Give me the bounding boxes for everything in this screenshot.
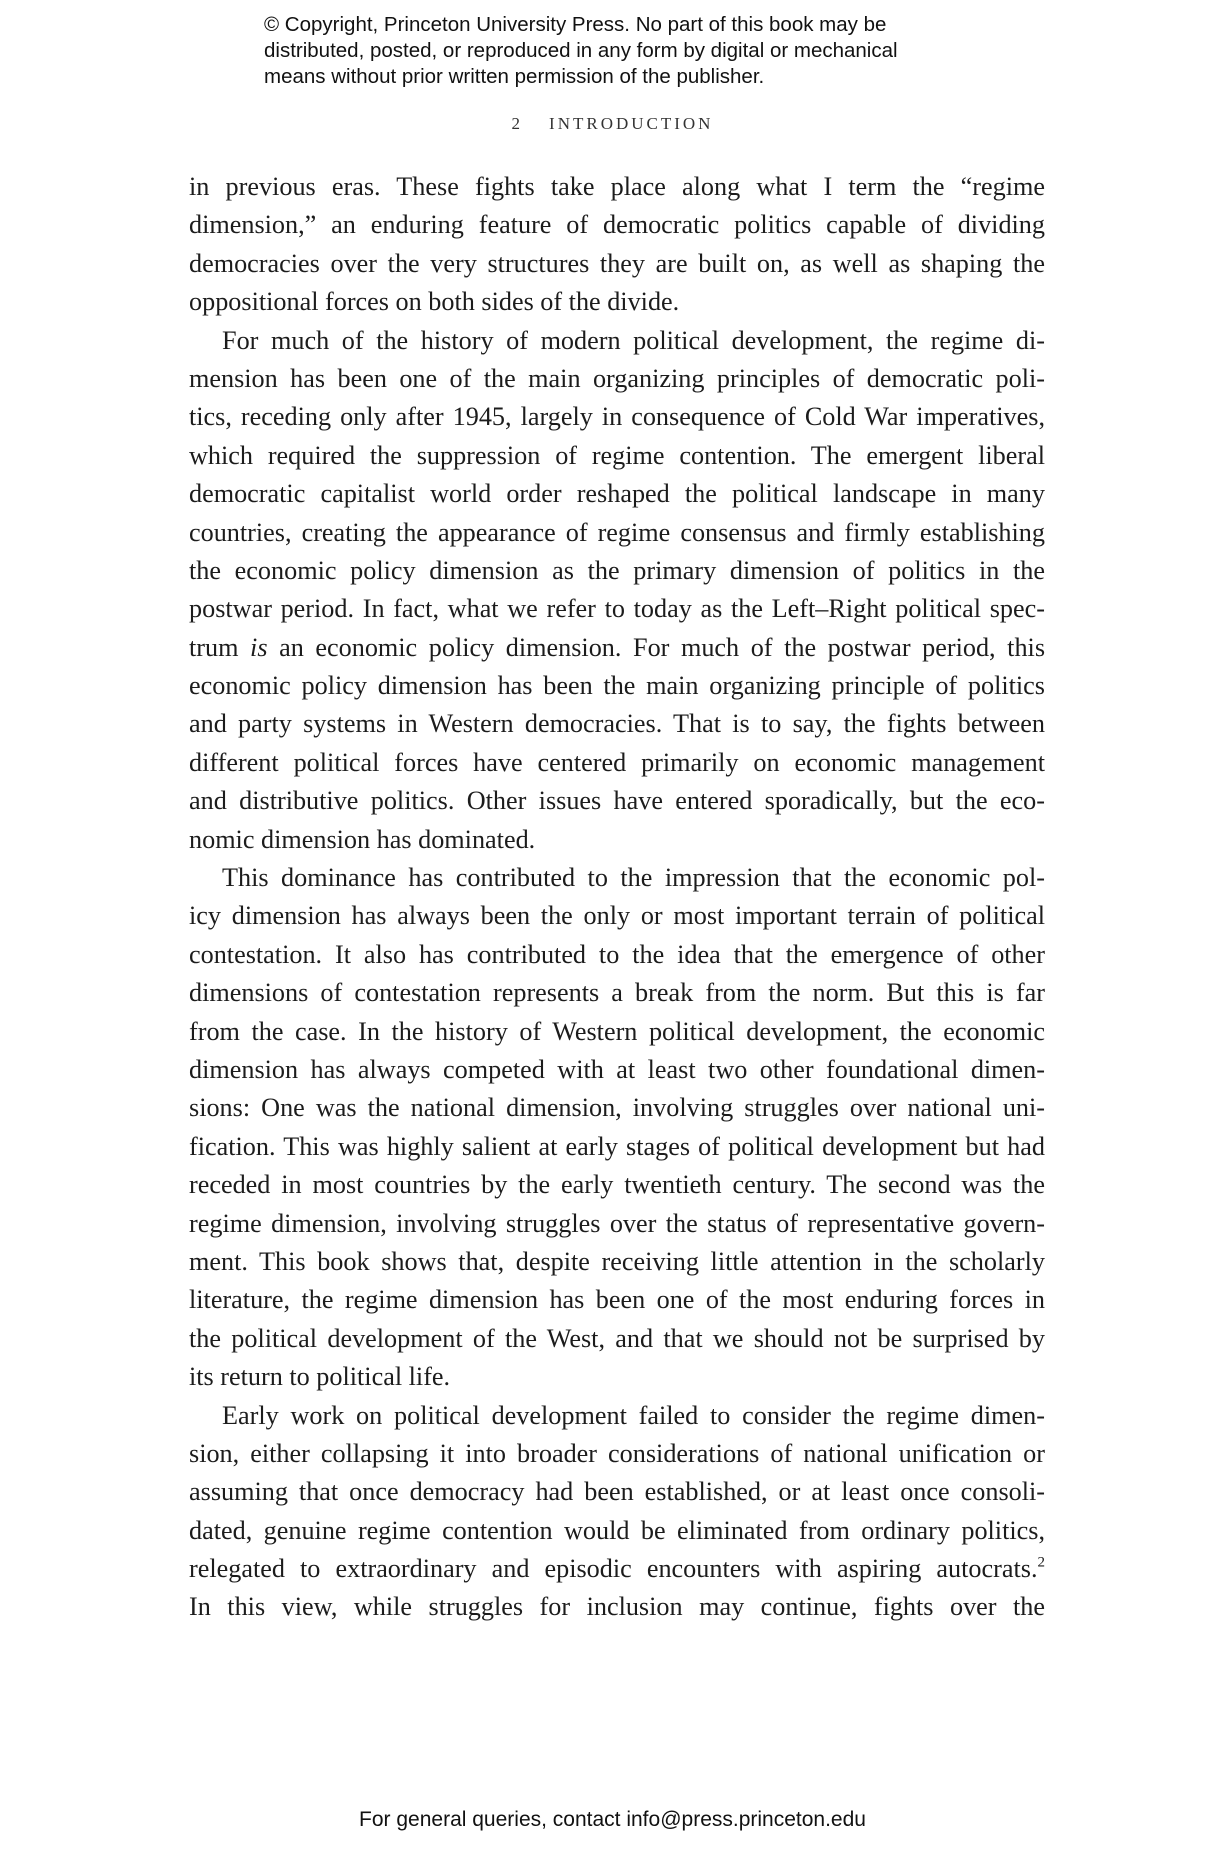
text-line (189, 629, 1045, 667)
italic-word: is (250, 632, 268, 662)
text-line: its return to political life. (189, 1362, 451, 1392)
line-text: relegated to extraordinary and episodic encounters with aspiring autocrats. (189, 1554, 1038, 1584)
copyright-line: © Copyright, Princeton University Press. No part of this book may be (264, 13, 887, 36)
text-line: different political forces have centered primarily on economic management (189, 747, 1045, 777)
text-line: which required the suppression of regime contention. The emergent liberal (189, 440, 1045, 470)
text-line: tics, receding only after 1945, largely in consequence of Cold War imperatives, (189, 402, 1045, 432)
text-line: democratic capitalist world order reshaped the political landscape in many (189, 479, 1045, 509)
text-line: economic policy dimension has been the main organizing principle of politics (189, 671, 1045, 701)
text-line: countries, creating the appearance of regime consensus and firmly establishing (189, 517, 1045, 547)
text-line: literature, the regime dimension has been one of the most enduring forces in (189, 1285, 1045, 1315)
copyright-notice (264, 12, 984, 90)
text-line: Early work on political development failed to consider the regime dimen- (222, 1400, 1045, 1430)
text-line: from the case. In the history of Western political development, the economic (189, 1016, 1045, 1046)
copyright-line: means without prior written permission of the publisher. (264, 65, 765, 88)
text-line: dimensions of contestation represents a break from the norm. But this is far (189, 978, 1045, 1008)
text-line: mension has been one of the main organizing principles of democratic poli- (189, 363, 1045, 393)
text-line (189, 1550, 1045, 1588)
text-line: sion, either collapsing it into broader considerations of national unification or (189, 1438, 1045, 1468)
text-line: ment. This book shows that, despite receiving little attention in the scholarly (189, 1246, 1045, 1276)
text-line: postwar period. In fact, what we refer to today as the Left–Right political spec- (189, 594, 1045, 624)
copyright-line: distributed, posted, or reproduced in any form by digital or mechanical (264, 39, 898, 62)
text-line: icy dimension has always been the only or most important terrain of political (189, 901, 1045, 931)
running-head (0, 114, 1225, 134)
text-line: dimension,” an enduring feature of democratic politics capable of dividing (189, 210, 1045, 240)
line-rest: an economic policy dimension. For much of the postwar period, this (279, 632, 1046, 662)
text-line: and distributive politics. Other issues have entered sporadically, but the eco- (189, 786, 1045, 816)
text-line: oppositional forces on both sides of the divide. (189, 287, 680, 317)
text-line: contestation. It also has contributed to the idea that the emergence of other (189, 939, 1045, 969)
text-line: receded in most countries by the early twentieth century. The second was the (189, 1170, 1045, 1200)
chapter-title: INTRODUCTION (549, 114, 714, 133)
footer-contact: For general queries, contact info@press.princeton.edu (359, 1808, 866, 1831)
text-line: democracies over the very structures they are built on, as well as shaping the (189, 248, 1045, 278)
text-line: the political development of the West, and that we should not be surprised by (189, 1323, 1045, 1353)
text-line: dimension has always competed with at least two other foundational dimen- (189, 1054, 1045, 1084)
text-line: nomic dimension has dominated. (189, 824, 536, 854)
text-line: assuming that once democracy had been established, or at least once consoli- (189, 1477, 1045, 1507)
text-line: dated, genuine regime contention would be eliminated from ordinary politics, (189, 1515, 1045, 1545)
text-line: in previous eras. These fights take place along what I term the “regime (189, 172, 1045, 201)
text-line: In this view, while struggles for inclusion may continue, fights over the (189, 1592, 1045, 1622)
text-line: regime dimension, involving struggles over the status of representative govern- (189, 1208, 1045, 1238)
text-line: This dominance has contributed to the impression that the economic pol- (222, 863, 1045, 893)
line-prefix: trum (189, 632, 251, 662)
page-number: 2 (511, 114, 524, 133)
body-text (189, 168, 1045, 1627)
footnote-ref[interactable]: 2 (1037, 1554, 1045, 1571)
text-line: the economic policy dimension as the primary dimension of politics in the (189, 555, 1045, 585)
text-line: sions: One was the national dimension, involving struggles over national uni- (189, 1093, 1045, 1123)
text-line: and party systems in Western democracies. That is to say, the fights between (189, 709, 1045, 739)
text-line: fication. This was highly salient at early stages of political development but had (189, 1131, 1045, 1161)
text-line: For much of the history of modern political development, the regime di- (222, 325, 1045, 355)
